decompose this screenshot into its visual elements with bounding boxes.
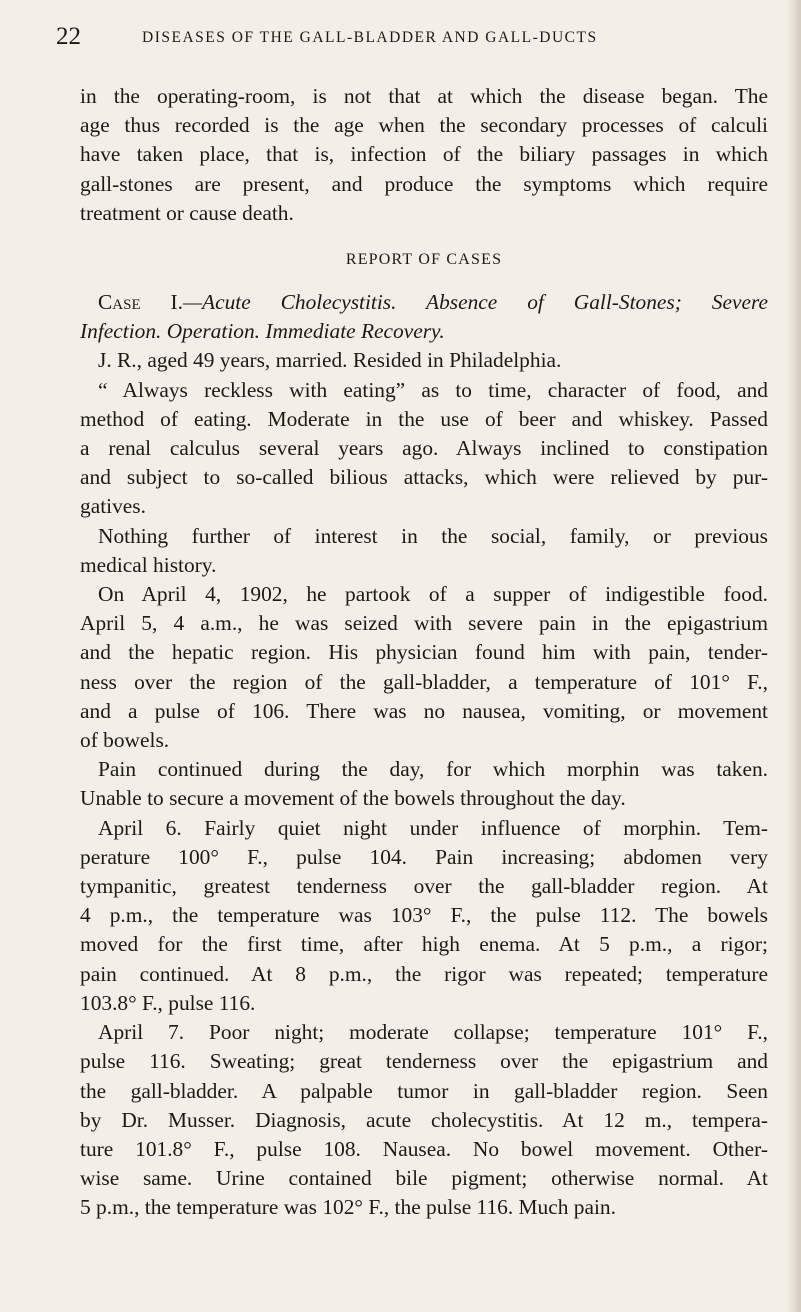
text-line: moved for the first time, after high enema. At 5 p.m., a rigor; bbox=[80, 932, 768, 957]
text-line: Nothing further of interest in the social, family, or previous bbox=[98, 523, 768, 548]
text-line: “ Always reckless with eating” as to time, character of food, and bbox=[98, 377, 768, 402]
text-line: Unable to secure a movement of the bowels throughout the day. bbox=[80, 786, 626, 811]
text-line: tympanitic, greatest tenderness over the gall-bladder region. At bbox=[80, 874, 768, 899]
case-title-line bbox=[80, 288, 768, 317]
text-line: in the operating-room, is not that at which the disease began. The bbox=[80, 84, 768, 108]
body-text bbox=[80, 82, 768, 1223]
text-line: J. R., aged 49 years, married. Resided in Philadelphia. bbox=[98, 348, 562, 373]
text-line: method of eating. Moderate in the use of beer and whiskey. Passed bbox=[80, 406, 768, 431]
case-title-line bbox=[80, 317, 768, 346]
text-line: 5 p.m., the temperature was 102° F., the pulse 116. Much pain. bbox=[80, 1195, 616, 1220]
text-line: April 7. Poor night; moderate collapse; temperature 101° F., bbox=[98, 1020, 768, 1045]
case-label: Case I. bbox=[98, 290, 183, 315]
text-line: medical history. bbox=[80, 552, 217, 577]
text-line: of bowels. bbox=[80, 728, 170, 753]
page-header bbox=[56, 22, 756, 52]
text-line: gatives. bbox=[80, 494, 146, 519]
text-line: 103.8° F., pulse 116. bbox=[80, 990, 256, 1015]
case-title-text: —Acute Cholecystitis. Absence of Gall-Stones; Severe bbox=[183, 290, 768, 315]
text-line: ness over the region of the gall-bladder, a temperature of 101° F., bbox=[80, 669, 768, 694]
text-line: and the hepatic region. His physician found him with pain, tender- bbox=[80, 640, 768, 665]
text-line: a renal calculus several years ago. Always inclined to constipation bbox=[80, 436, 768, 461]
text-line: and subject to so-called bilious attacks, which were relieved by pur- bbox=[80, 465, 768, 490]
text-line: ture 101.8° F., pulse 108. Nausea. No bowel movement. Other- bbox=[80, 1136, 768, 1161]
text-line: wise same. Urine contained bile pigment; otherwise normal. At bbox=[80, 1166, 768, 1191]
text-line: treatment or cause death. bbox=[80, 200, 294, 225]
text-line: perature 100° F., pulse 104. Pain increasing; abdomen very bbox=[80, 844, 768, 869]
text-line: by Dr. Musser. Diagnosis, acute cholecystitis. At 12 m., tempera- bbox=[80, 1107, 768, 1132]
text-line: pain continued. At 8 p.m., the rigor was repeated; temperature bbox=[80, 961, 768, 986]
page-number: 22 bbox=[56, 23, 81, 50]
text-line: and a pulse of 106. There was no nausea, vomiting, or movement bbox=[80, 698, 768, 723]
text-line: On April 4, 1902, he partook of a supper of indigestible food. bbox=[98, 582, 768, 607]
text-line: April 5, 4 a.m., he was seized with severe pain in the epigastrium bbox=[80, 611, 768, 636]
text-line: Pain continued during the day, for which morphin was taken. bbox=[98, 757, 768, 782]
section-heading: REPORT OF CASES bbox=[345, 251, 503, 269]
text-line: have taken place, that is, infection of the biliary passages in which bbox=[80, 142, 768, 167]
text-line: 4 p.m., the temperature was 103° F., the pulse 112. The bowels bbox=[80, 903, 768, 928]
text-line: the gall-bladder. A palpable tumor in gall-bladder region. Seen bbox=[80, 1078, 768, 1103]
text-line: age thus recorded is the age when the secondary processes of calculi bbox=[80, 113, 768, 138]
case-title-text: Infection. Operation. Immediate Recovery. bbox=[80, 319, 445, 344]
page-edge-shadow bbox=[787, 0, 801, 1312]
running-head: DISEASES OF THE GALL-BLADDER AND GALL-DUCTS bbox=[142, 29, 598, 46]
text-line: pulse 116. Sweating; great tenderness over the epigastrium and bbox=[80, 1049, 768, 1074]
text-line: gall-stones are present, and produce the symptoms which require bbox=[80, 171, 768, 196]
text-line: April 6. Fairly quiet night under influence of morphin. Tem- bbox=[98, 815, 768, 840]
